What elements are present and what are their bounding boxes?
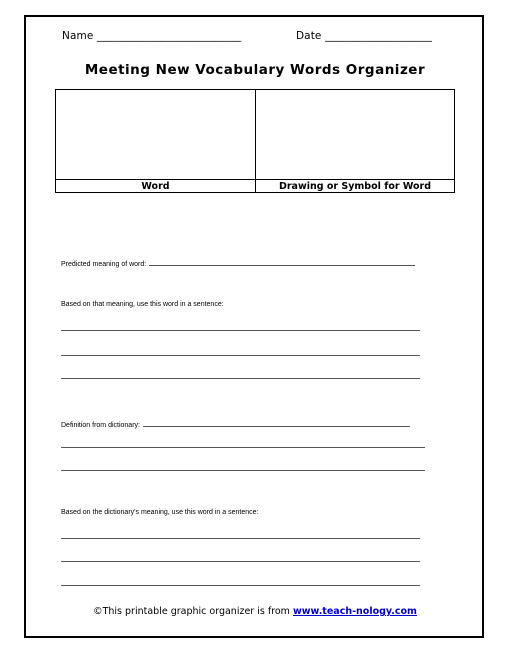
sentence-line-1[interactable] — [61, 330, 420, 331]
sentence-line-2[interactable] — [61, 355, 420, 356]
sentence2-line-2[interactable] — [61, 561, 420, 562]
name-blank[interactable]: ___________________________ — [96, 30, 242, 42]
date-label: Date — [296, 30, 322, 42]
definition-line-2[interactable] — [61, 447, 425, 448]
sentence2-line-1[interactable] — [61, 538, 420, 539]
sentence2-line-3[interactable] — [61, 585, 420, 586]
definition-line-3[interactable] — [61, 470, 425, 471]
footer — [0, 606, 510, 617]
sentence-prompt-2: Based on the dictionary's meaning, use this word in a sentence: — [61, 509, 259, 516]
name-field[interactable] — [62, 30, 241, 42]
predicted-meaning-prompt — [61, 258, 415, 268]
predicted-meaning-line[interactable] — [149, 258, 415, 266]
definition-label: Definition from dictionary: — [61, 422, 140, 429]
page-title: Meeting New Vocabulary Words Organizer — [84, 62, 426, 78]
definition-line[interactable] — [143, 419, 410, 427]
name-label: Name — [62, 30, 94, 42]
sentence-prompt-1: Based on that meaning, use this word in a sentence: — [61, 301, 224, 308]
date-field[interactable] — [296, 30, 432, 42]
sentence-line-3[interactable] — [61, 378, 420, 379]
date-blank[interactable]: ____________________ — [324, 30, 432, 42]
predicted-meaning-label: Predicted meaning of word: — [61, 261, 147, 268]
definition-prompt — [61, 419, 410, 429]
word-box[interactable] — [56, 90, 256, 180]
word-column-label: Word — [56, 180, 256, 193]
word-organizer-table — [55, 89, 455, 193]
footer-link[interactable]: www.teach-nology.com — [292, 606, 417, 617]
footer-text: ©This printable graphic organizer is from — [93, 606, 290, 617]
drawing-box[interactable] — [256, 90, 454, 180]
drawing-column-label: Drawing or Symbol for Word — [278, 181, 432, 192]
